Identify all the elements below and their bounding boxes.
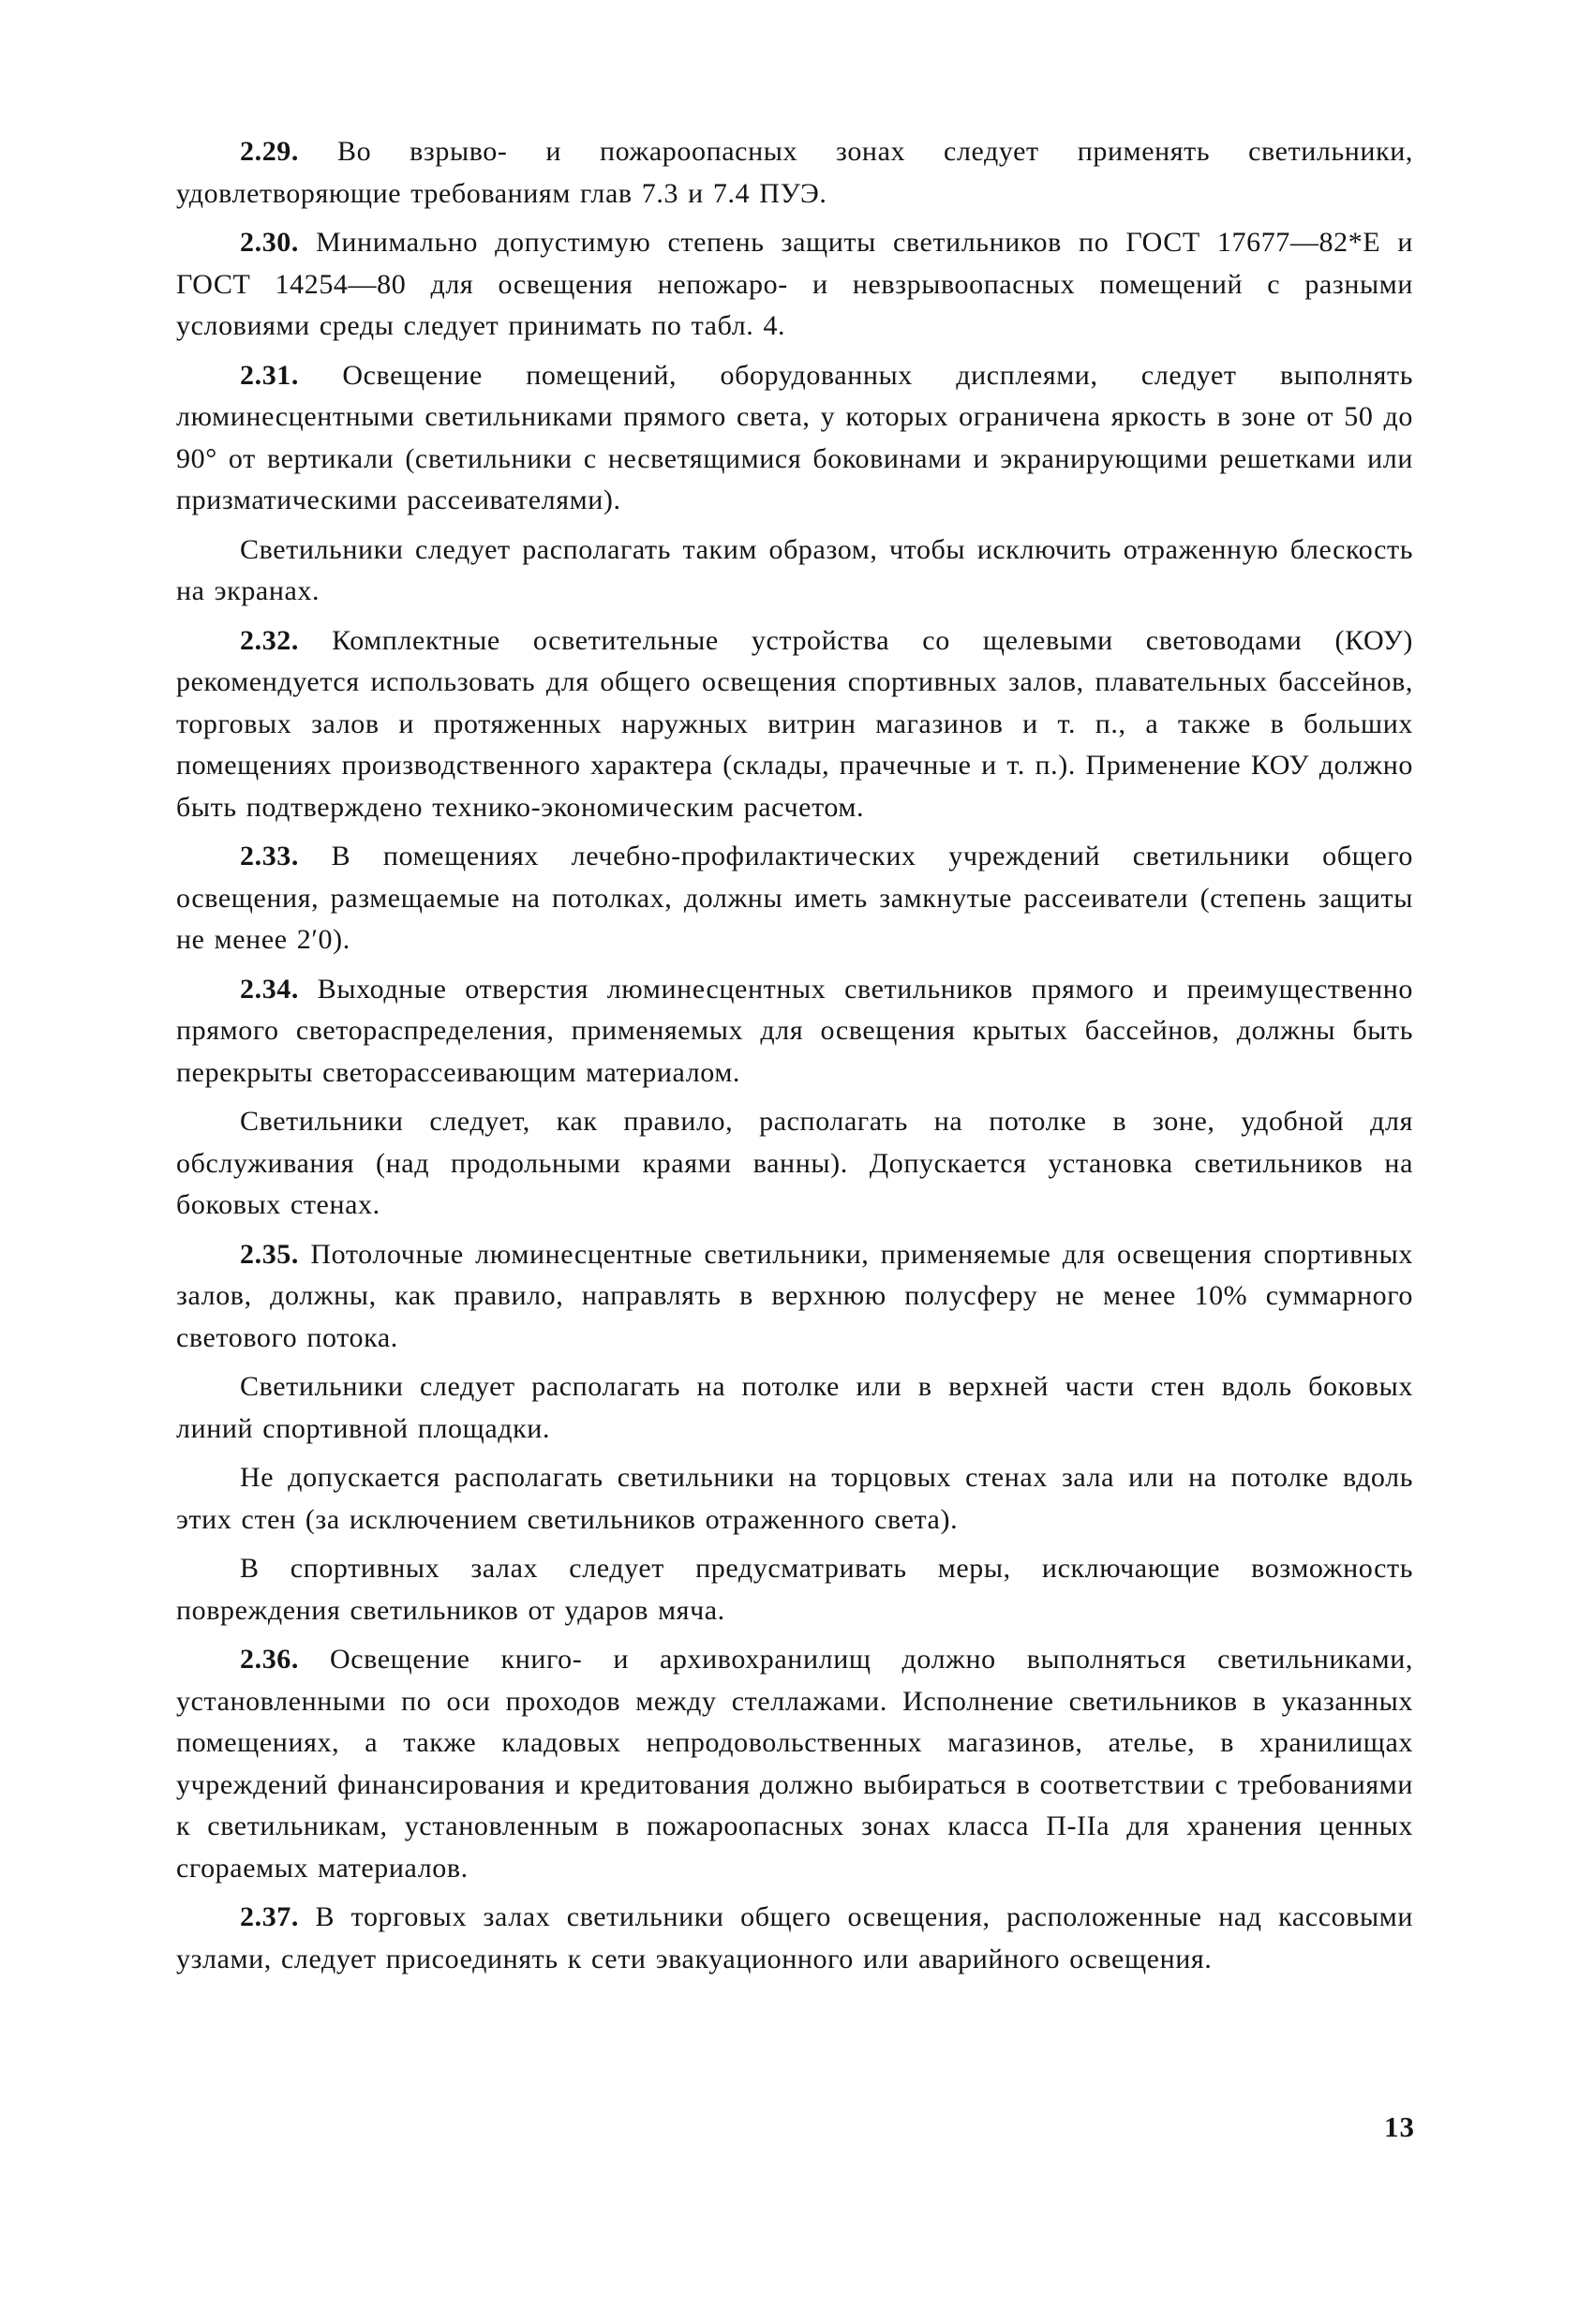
paragraph-text: Светильники следует располагать таким образом, чтобы исключить отраженную блескость на экранах. — [176, 533, 1413, 606]
paragraph-2-35 — [176, 1234, 1413, 1360]
paragraph-text: Потолочные люминесцентные светильники, применяемые для освещения спортивных залов, должны, как правило, направлять в верхнюю полусферу не менее 10% суммарного светового потока. — [176, 1238, 1413, 1353]
paragraph-text: Во взрыво- и пожароопасных зонах следует применять светильники, удовлетворяющие требованиям глав 7.3 и 7.4 ПУЭ. — [176, 136, 1413, 209]
body-text — [176, 131, 1413, 1988]
paragraph-text: Минимально допустимую степень защиты светильников по ГОСТ 17677—82*Е и ГОСТ 14254—80 для освещения непожаро- и невзрывоопасных помещений с разными условиями среды следует принимать по табл. 4. — [176, 227, 1413, 341]
paragraph-2-35-cont-2 — [176, 1457, 1413, 1541]
paragraph-2-29 — [176, 131, 1413, 215]
paragraph-text: Освещение книго- и архивохранилищ должно выполняться светильниками, установленными по оси проходов между стеллажами. Исполнение светильников в указанных помещениях, а также кладовых непродовольственных магазинов, ателье, в хранилищах учреждений финансирования и кредитования должно выбираться в соответствии с требованиями к светильникам, установленным в пожароопасных зонах класса П-IIа для хранения ценных сгораемых материалов. — [176, 1644, 1413, 1884]
paragraph-2-32 — [176, 620, 1413, 829]
paragraph-text: Освещение помещений, оборудованных дисплеями, следует выполнять люминесцентными светильниками прямого света, у которых ограничена яркость в зоне от 50 до 90° от вертикали (светильники с несветящимися боковинами и экранирующими решетками или призматическими рассеивателями). — [176, 359, 1413, 515]
clause-number: 2.30. — [240, 227, 299, 258]
paragraph-2-35-cont-1 — [176, 1366, 1413, 1450]
paragraph-text: Светильники следует располагать на потолке или в верхней части стен вдоль боковых линий спортивной площадки. — [176, 1371, 1413, 1444]
paragraph-2-35-cont-3 — [176, 1548, 1413, 1631]
clause-number: 2.34. — [240, 973, 299, 1005]
paragraph-2-34 — [176, 969, 1413, 1095]
clause-number: 2.33. — [240, 841, 299, 872]
paragraph-text: Выходные отверстия люминесцентных светильников прямого и преимущественно прямого светораспределения, применяемых для освещения крытых бассейнов, должны быть перекрыты светорассеивающим материалом. — [176, 973, 1413, 1088]
clause-number: 2.35. — [240, 1238, 299, 1270]
paragraph-text: Не допускается располагать светильники на торцовых стенах зала или на потолке вдоль этих стен (за исключением светильников отраженного света). — [176, 1462, 1413, 1535]
paragraph-text: Светильники следует, как правило, располагать на потолке в зоне, удобной для обслуживания (над продольными краями ванны). Допускается установка светильников на боковых стенах. — [176, 1106, 1413, 1220]
paragraph-text: Комплектные осветительные устройства со щелевыми световодами (КОУ) рекомендуется использовать для общего освещения спортивных залов, плавательных бассейнов, торговых залов и протяженных наружных витрин магазинов и т. п., а также в больших помещениях производственного характера (склады, прачечные и т. п.). Применение КОУ должно быть подтверждено технико-экономическим расчетом. — [176, 624, 1413, 823]
paragraph-text: В помещениях лечебно-профилактических учреждений светильники общего освещения, размещаемые на потолках, должны иметь замкнутые рассеиватели (степень защиты не менее 2′0). — [176, 841, 1413, 955]
paragraph-2-30 — [176, 222, 1413, 348]
paragraph-2-31 — [176, 355, 1413, 522]
clause-number: 2.29. — [240, 136, 299, 167]
paragraph-2-33 — [176, 836, 1413, 961]
page-number: 13 — [1384, 2110, 1415, 2143]
paragraph-2-36 — [176, 1639, 1413, 1889]
paragraph-text: В торговых залах светильники общего освещения, расположенные над кассовыми узлами, следует присоединять к сети эвакуационного или аварийного освещения. — [176, 1901, 1413, 1974]
paragraph-text: В спортивных залах следует предусматривать меры, исключающие возможность повреждения светильников от ударов мяча. — [176, 1553, 1413, 1626]
paragraph-2-37 — [176, 1897, 1413, 1980]
clause-number: 2.32. — [240, 624, 299, 656]
paragraph-2-31-cont — [176, 529, 1413, 613]
paragraph-2-34-cont — [176, 1101, 1413, 1227]
clause-number: 2.31. — [240, 359, 299, 391]
clause-number: 2.37. — [240, 1901, 299, 1932]
clause-number: 2.36. — [240, 1644, 299, 1675]
